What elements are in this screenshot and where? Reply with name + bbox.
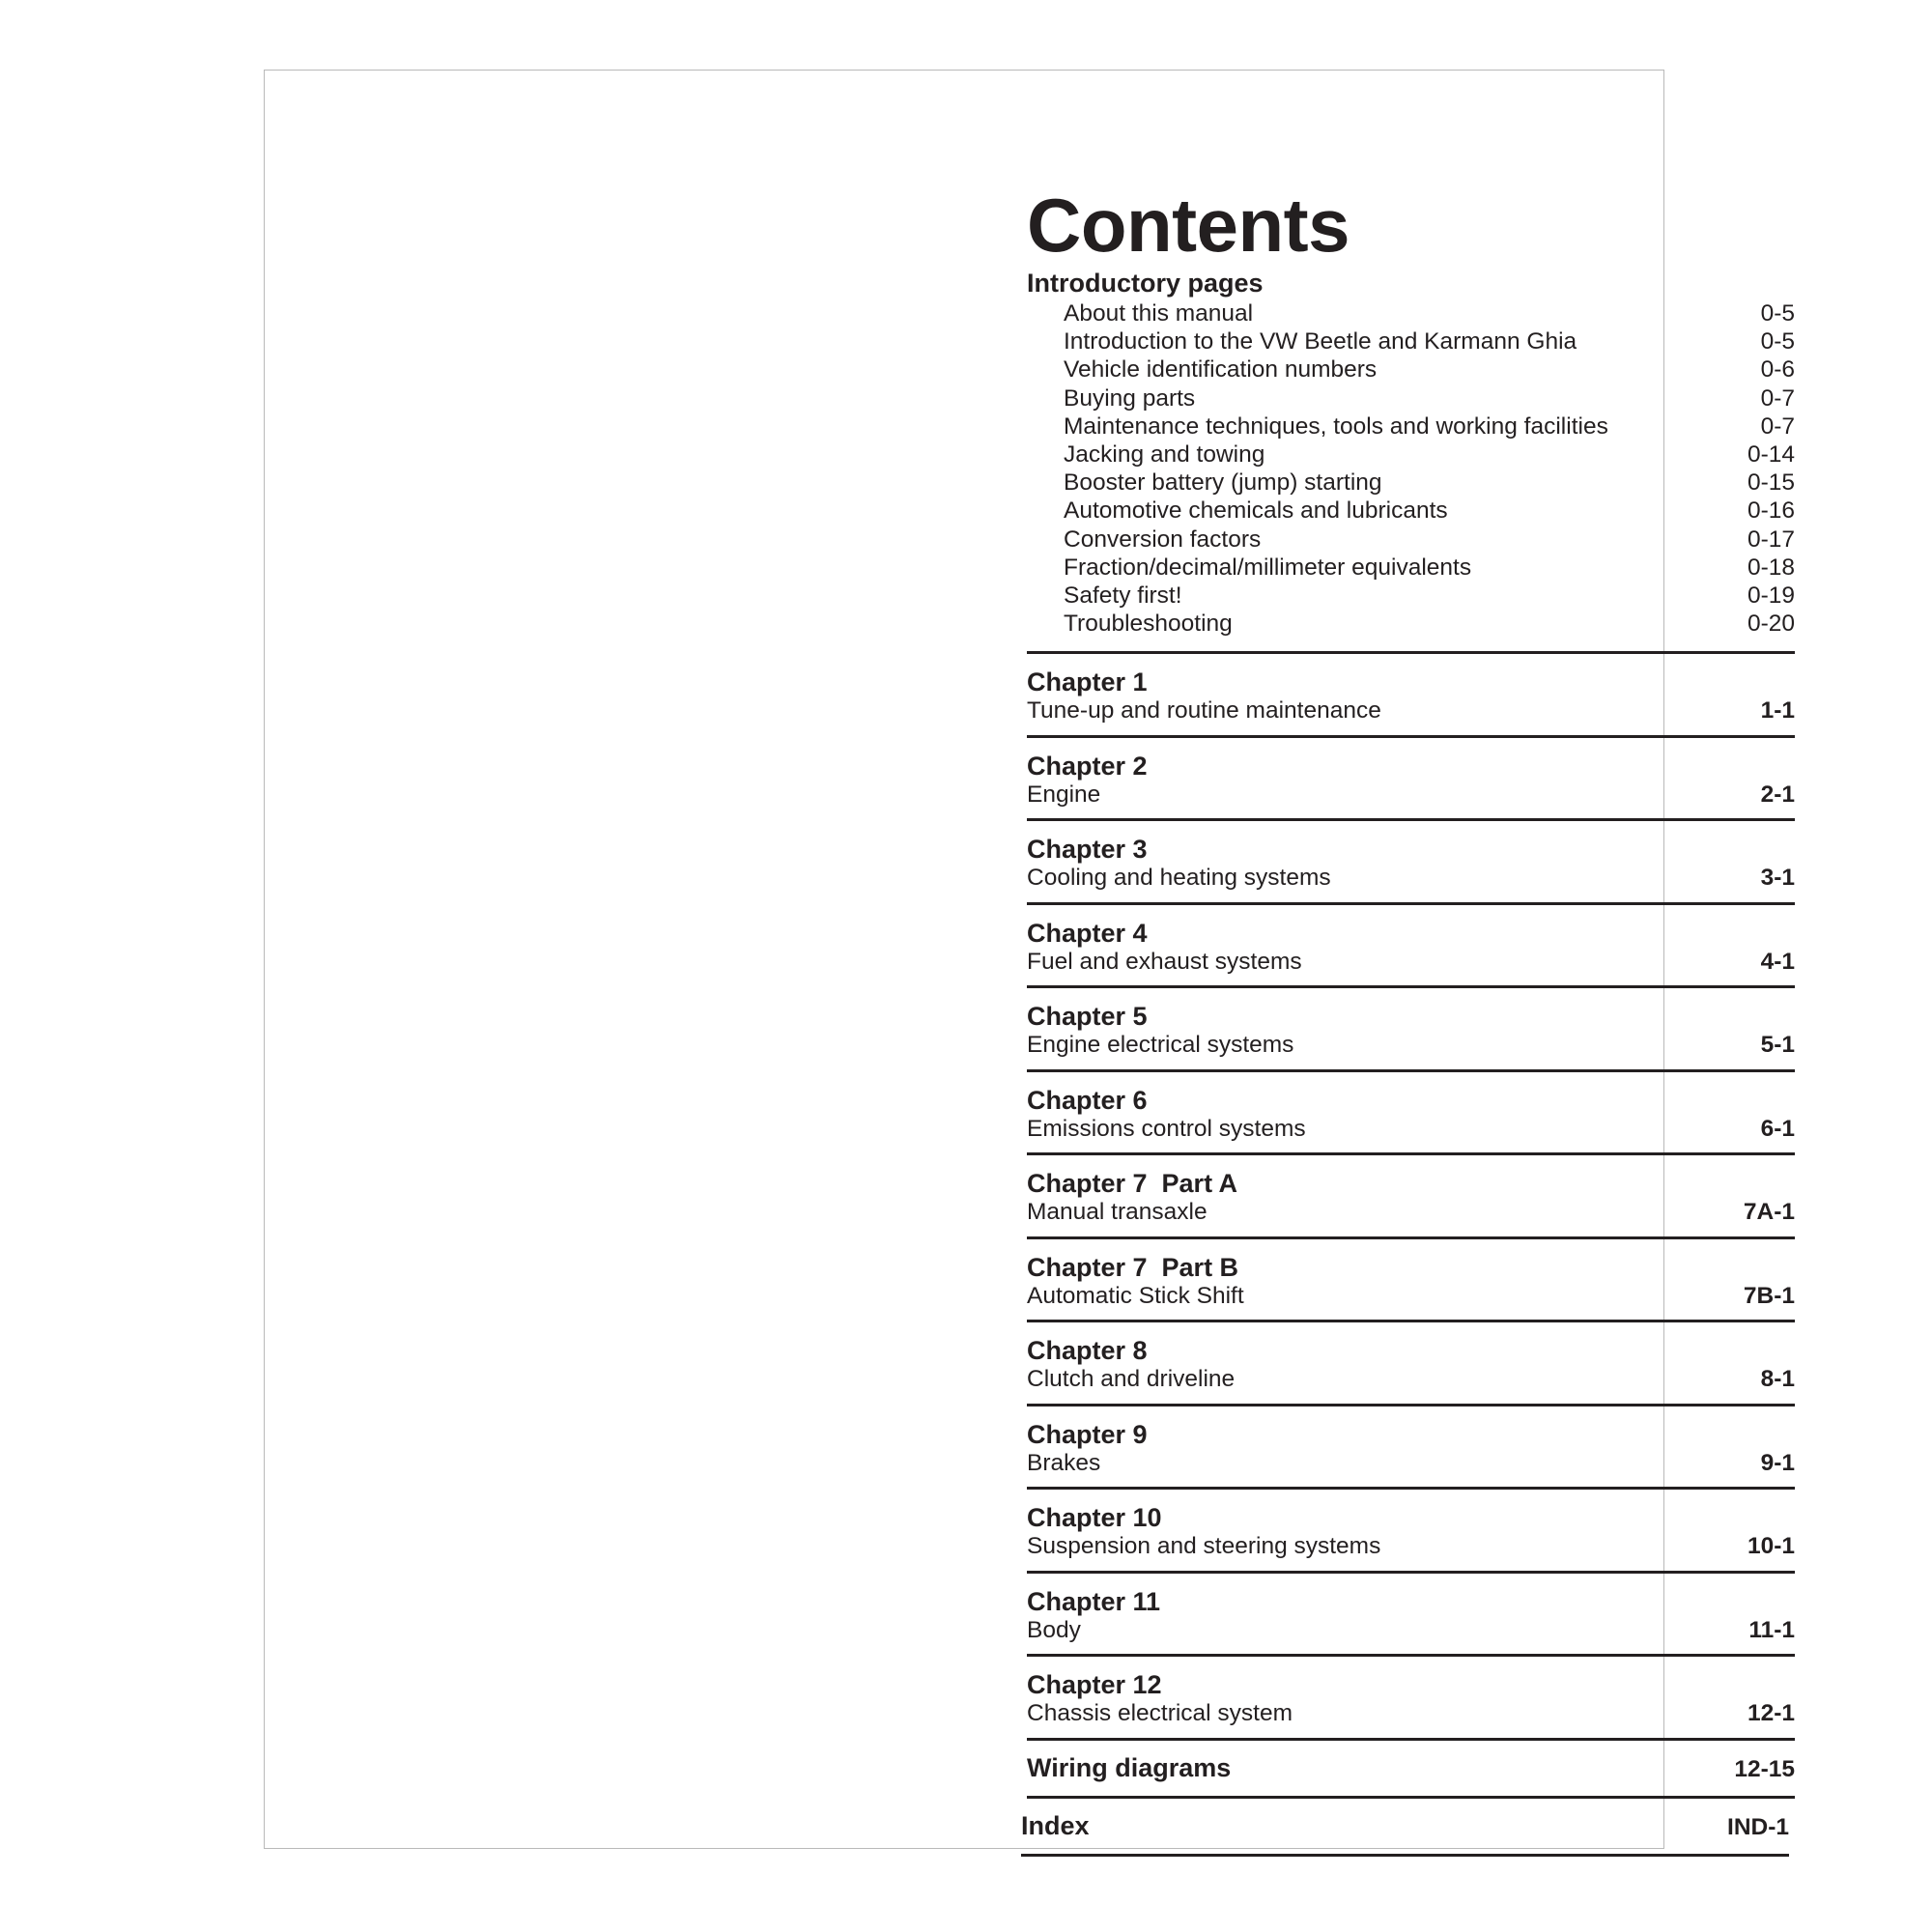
chapter-entry[interactable] (1027, 738, 1795, 822)
chapter-page: 7A-1 (1743, 1199, 1795, 1226)
intro-item-label: Safety first! (1064, 582, 1182, 610)
chapter-subtitle: Brakes (1027, 1449, 1101, 1476)
intro-item[interactable] (1027, 610, 1795, 638)
intro-item[interactable] (1027, 440, 1795, 469)
chapter-page: 9-1 (1760, 1449, 1795, 1476)
intro-item[interactable] (1027, 412, 1795, 440)
intro-item[interactable] (1027, 554, 1795, 582)
intro-item-label: Maintenance techniques, tools and working facilities (1064, 412, 1608, 440)
chapter-subtitle: Body (1027, 1616, 1081, 1643)
chapter-title: Chapter 5 (1027, 1002, 1148, 1032)
index-entry[interactable] (1021, 1799, 1789, 1857)
wiring-diagrams-entry[interactable] (1027, 1741, 1795, 1799)
chapter-subtitle: Engine (1027, 781, 1101, 808)
chapter-page: 1-1 (1760, 697, 1795, 724)
intro-item-page: 0-5 (1760, 328, 1795, 355)
intro-item[interactable] (1027, 299, 1795, 327)
chapter-subtitle: Fuel and exhaust systems (1027, 948, 1302, 975)
intro-item-label: Conversion factors (1064, 526, 1262, 553)
intro-item[interactable] (1027, 582, 1795, 610)
intro-item-label: Booster battery (jump) starting (1064, 469, 1382, 497)
intro-item-page: 0-16 (1747, 497, 1795, 525)
intro-item-label: Automotive chemicals and lubricants (1064, 497, 1448, 525)
chapter-title: Chapter 7 Part A (1027, 1169, 1238, 1199)
chapter-entry[interactable] (1027, 1239, 1795, 1323)
chapter-page: 7B-1 (1743, 1282, 1795, 1309)
intro-item-page: 0-17 (1747, 526, 1795, 553)
chapter-page: 12-1 (1747, 1700, 1795, 1727)
intro-item[interactable] (1027, 526, 1795, 554)
intro-item-label: Fraction/decimal/millimeter equivalents (1064, 554, 1472, 581)
intro-item-label: Jacking and towing (1064, 441, 1265, 469)
chapter-subtitle: Automatic Stick Shift (1027, 1282, 1244, 1309)
intro-item[interactable] (1027, 327, 1795, 355)
chapter-title: Chapter 1 (1027, 668, 1148, 697)
chapter-entry[interactable] (1027, 1072, 1795, 1156)
chapter-title: Chapter 7 Part B (1027, 1252, 1239, 1282)
intro-item-label: About this manual (1064, 300, 1254, 327)
chapter-page: 6-1 (1760, 1115, 1795, 1142)
intro-item-label: Buying parts (1064, 384, 1196, 412)
chapter-title: Chapter 10 (1027, 1503, 1162, 1533)
intro-heading: Introductory pages (1027, 269, 1264, 298)
intro-item-page: 0-18 (1747, 554, 1795, 581)
intro-item[interactable] (1027, 384, 1795, 412)
intro-item-label: Vehicle identification numbers (1064, 356, 1378, 384)
intro-item[interactable] (1027, 355, 1795, 384)
document-page (264, 70, 1795, 1849)
chapter-page: 8-1 (1760, 1366, 1795, 1393)
chapter-title: Chapter 3 (1027, 835, 1148, 865)
chapter-page: 3-1 (1760, 865, 1795, 892)
intro-item-page: 0-7 (1760, 412, 1795, 440)
chapter-subtitle: Clutch and driveline (1027, 1366, 1236, 1393)
intro-item-label: Troubleshooting (1064, 611, 1233, 638)
chapter-entry[interactable] (1027, 1490, 1795, 1574)
chapter-entry[interactable] (1027, 1322, 1795, 1406)
intro-item-page: 0-6 (1760, 356, 1795, 384)
index-label: Index (1021, 1810, 1090, 1840)
chapter-title: Chapter 6 (1027, 1085, 1148, 1115)
chapter-title: Chapter 11 (1027, 1586, 1161, 1616)
intro-list (1027, 299, 1795, 638)
wiring-diagrams-page: 12-15 (1734, 1755, 1795, 1782)
chapter-page: 11-1 (1748, 1616, 1795, 1643)
chapter-subtitle: Tune-up and routine maintenance (1027, 697, 1381, 724)
intro-item[interactable] (1027, 469, 1795, 497)
intro-item-page: 0-7 (1760, 384, 1795, 412)
intro-item-page: 0-19 (1747, 582, 1795, 610)
wiring-diagrams-label: Wiring diagrams (1027, 1752, 1232, 1782)
intro-item-page: 0-20 (1747, 611, 1795, 638)
chapter-subtitle: Manual transaxle (1027, 1199, 1208, 1226)
chapter-entry[interactable] (1027, 1155, 1795, 1239)
chapter-entry[interactable] (1027, 821, 1795, 905)
chapter-title: Chapter 4 (1027, 918, 1148, 948)
chapter-entry[interactable] (1027, 1574, 1795, 1658)
chapter-subtitle: Engine electrical systems (1027, 1032, 1294, 1059)
chapter-subtitle: Cooling and heating systems (1027, 865, 1331, 892)
contents-column (1021, 182, 1795, 1857)
chapter-entry[interactable] (1027, 905, 1795, 989)
chapter-subtitle: Emissions control systems (1027, 1115, 1306, 1142)
chapter-title: Chapter 9 (1027, 1419, 1148, 1449)
chapter-page: 2-1 (1760, 781, 1795, 808)
chapter-title: Chapter 2 (1027, 751, 1148, 781)
page-title: Contents (1027, 183, 1350, 268)
chapter-entry[interactable] (1027, 988, 1795, 1072)
chapter-entry[interactable] (1027, 654, 1795, 738)
chapter-page: 5-1 (1760, 1032, 1795, 1059)
index-page: IND-1 (1727, 1813, 1789, 1840)
intro-item[interactable] (1027, 497, 1795, 525)
chapter-entry[interactable] (1027, 1657, 1795, 1741)
chapter-title: Chapter 12 (1027, 1670, 1162, 1700)
chapter-page: 4-1 (1760, 948, 1795, 975)
chapter-page: 10-1 (1747, 1533, 1795, 1560)
chapter-subtitle: Suspension and steering systems (1027, 1533, 1381, 1560)
intro-item-page: 0-5 (1760, 300, 1795, 327)
intro-item-label: Introduction to the VW Beetle and Karmann Ghia (1064, 328, 1577, 355)
intro-item-page: 0-15 (1747, 469, 1795, 497)
chapter-title: Chapter 8 (1027, 1336, 1148, 1366)
chapter-subtitle: Chassis electrical system (1027, 1700, 1293, 1727)
chapter-entry[interactable] (1027, 1406, 1795, 1491)
intro-item-page: 0-14 (1747, 441, 1795, 469)
